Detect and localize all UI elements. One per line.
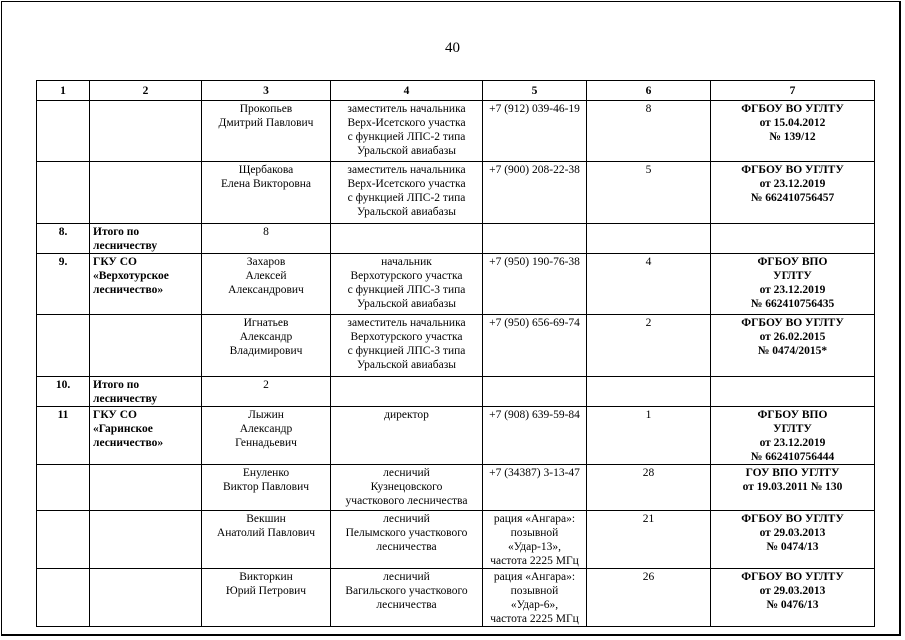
employee-name-cell: Щербакова Елена Викторовна	[202, 162, 331, 224]
phone-cell: +7 (950) 656-69-74	[483, 315, 587, 377]
column-header: 5	[483, 81, 587, 101]
certificate-cell: ФГБОУ ВО УГЛТУ от 15.04.2012 № 139/12	[711, 101, 875, 162]
count-cell: 26	[587, 569, 711, 627]
position-cell: лесничий Кузнецовского участкового лесничества	[331, 465, 483, 511]
employee-name-cell: Викторкин Юрий Петрович	[202, 569, 331, 627]
count-cell: 1	[587, 407, 711, 465]
phone-cell: +7 (34387) 3-13-47	[483, 465, 587, 511]
row-number-cell	[37, 162, 90, 224]
organization-cell	[90, 569, 202, 627]
organization-cell	[90, 465, 202, 511]
row-number-cell	[37, 465, 90, 511]
phone-cell: рация «Ангара»: позывной «Удар-6», частота 2225 МГц	[483, 569, 587, 627]
position-cell: начальник Верхотурского участка с функцией ЛПС-3 типа Уральской авиабазы	[331, 254, 483, 315]
row-number-cell: 8.	[37, 224, 90, 254]
column-header: 1	[37, 81, 90, 101]
organization-cell	[90, 511, 202, 569]
row-number-cell	[37, 315, 90, 377]
certificate-cell: ГОУ ВПО УГЛТУ от 19.03.2011 № 130	[711, 465, 875, 511]
organization-cell	[90, 101, 202, 162]
count-cell: 21	[587, 511, 711, 569]
employee-name-cell: Векшин Анатолий Павлович	[202, 511, 331, 569]
certificate-cell: ФГБОУ ВПО УГЛТУ от 23.12.2019 № 662410756435	[711, 254, 875, 315]
certificate-cell: ФГБОУ ВО УГЛТУ от 29.03.2013 № 0476/13	[711, 569, 875, 627]
employee-name-cell: 2	[202, 377, 331, 407]
organization-cell: ГКУ СО «Гаринское лесничество»	[90, 407, 202, 465]
certificate-cell: ФГБОУ ВО УГЛТУ от 26.02.2015 № 0474/2015*	[711, 315, 875, 377]
employee-name-cell: Лыжин Александр Геннадьевич	[202, 407, 331, 465]
position-cell: директор	[331, 407, 483, 465]
table-row	[37, 101, 875, 162]
row-number-cell	[37, 101, 90, 162]
count-cell: 2	[587, 315, 711, 377]
row-number-cell: 9.	[37, 254, 90, 315]
phone-cell	[483, 377, 587, 407]
column-header: 7	[711, 81, 875, 101]
page-number: 40	[445, 40, 460, 56]
position-cell	[331, 224, 483, 254]
table-header-row	[37, 81, 875, 101]
employee-name-cell: Игнатьев Александр Владимирович	[202, 315, 331, 377]
certificate-cell	[711, 377, 875, 407]
row-number-cell: 10.	[37, 377, 90, 407]
position-cell: заместитель начальника Верх-Исетского участка с функцией ЛПС-2 типа Уральской авиабазы	[331, 101, 483, 162]
phone-cell	[483, 224, 587, 254]
organization-cell	[90, 315, 202, 377]
count-cell: 4	[587, 254, 711, 315]
organization-cell: Итого по лесничеству	[90, 224, 202, 254]
count-cell	[587, 224, 711, 254]
table-row	[37, 407, 875, 465]
employee-name-cell: Прокопьев Дмитрий Павлович	[202, 101, 331, 162]
phone-cell: рация «Ангара»: позывной «Удар-13», частота 2225 МГц	[483, 511, 587, 569]
phone-cell: +7 (908) 639-59-84	[483, 407, 587, 465]
table-row	[37, 511, 875, 569]
column-header: 4	[331, 81, 483, 101]
certificate-cell	[711, 224, 875, 254]
count-cell: 28	[587, 465, 711, 511]
count-cell	[587, 377, 711, 407]
row-number-cell: 11	[37, 407, 90, 465]
phone-cell: +7 (950) 190-76-38	[483, 254, 587, 315]
organization-cell: ГКУ СО «Верхотурское лесничество»	[90, 254, 202, 315]
organization-cell: Итого по лесничеству	[90, 377, 202, 407]
certificate-cell: ФГБОУ ВО УГЛТУ от 29.03.2013 № 0474/13	[711, 511, 875, 569]
employee-name-cell: Захаров Алексей Александрович	[202, 254, 331, 315]
position-cell: лесничий Вагильского участкового лесничества	[331, 569, 483, 627]
organization-cell	[90, 162, 202, 224]
count-cell: 5	[587, 162, 711, 224]
position-cell: лесничий Пелымского участкового лесничества	[331, 511, 483, 569]
count-cell: 8	[587, 101, 711, 162]
certificate-cell: ФГБОУ ВО УГЛТУ от 23.12.2019 № 662410756457	[711, 162, 875, 224]
column-header: 3	[202, 81, 331, 101]
position-cell: заместитель начальника Верх-Исетского участка с функцией ЛПС-2 типа Уральской авиабазы	[331, 162, 483, 224]
column-header: 2	[90, 81, 202, 101]
position-cell	[331, 377, 483, 407]
table-row	[37, 315, 875, 377]
table-row	[37, 377, 875, 407]
row-number-cell	[37, 511, 90, 569]
forestry-staff-table	[36, 80, 875, 627]
position-cell: заместитель начальника Верхотурского участка с функцией ЛПС-3 типа Уральской авиабазы	[331, 315, 483, 377]
table-row	[37, 162, 875, 224]
table-row	[37, 224, 875, 254]
phone-cell: +7 (900) 208-22-38	[483, 162, 587, 224]
column-header: 6	[587, 81, 711, 101]
table-row	[37, 569, 875, 627]
employee-name-cell: Енуленко Виктор Павлович	[202, 465, 331, 511]
employee-name-cell: 8	[202, 224, 331, 254]
table-row	[37, 465, 875, 511]
certificate-cell: ФГБОУ ВПО УГЛТУ от 23.12.2019 № 662410756444	[711, 407, 875, 465]
table-row	[37, 254, 875, 315]
phone-cell: +7 (912) 039-46-19	[483, 101, 587, 162]
row-number-cell	[37, 569, 90, 627]
